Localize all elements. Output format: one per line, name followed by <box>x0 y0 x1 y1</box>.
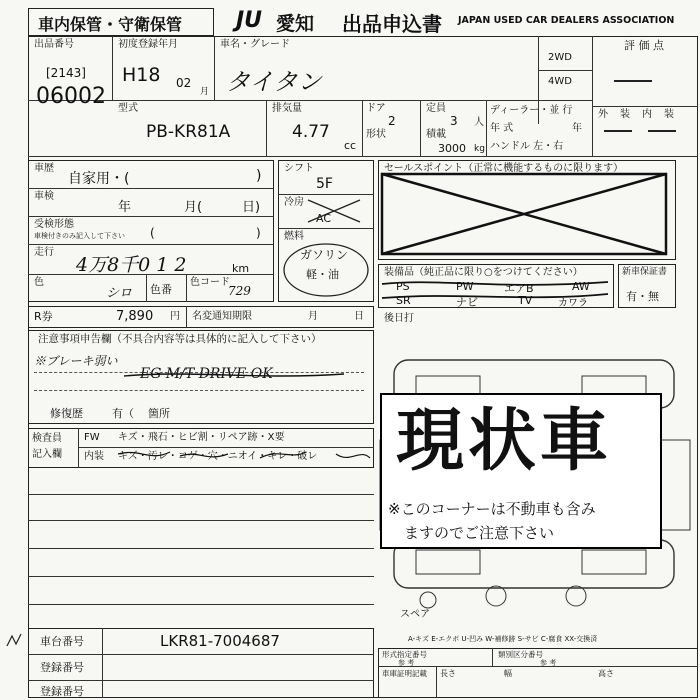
name-change-day: 日 <box>354 311 364 322</box>
inspector-label2: 記入欄 <box>32 449 62 460</box>
load-label: 積載 <box>426 129 446 140</box>
repair-suffix: 箇所 <box>148 407 170 420</box>
evaluation-label: 評 価 点 <box>624 39 664 52</box>
plate-label: 登録番号 <box>40 685 84 698</box>
equip-airbag: エアB <box>504 282 534 295</box>
interior-suffix: 装 <box>664 109 674 120</box>
stamp-note1: ※このコーナーは不動車も含み <box>388 500 596 518</box>
notice-line2: EG M/T DRIVE OK <box>140 366 273 382</box>
equip-other: カワラ <box>558 298 588 309</box>
shift-label: シフト <box>284 163 314 174</box>
cert-ref-2: 参 考 <box>540 659 557 667</box>
evaluation-score-mark <box>614 80 652 82</box>
exterior-score-mark <box>604 130 632 132</box>
equip-pw: PW <box>456 280 474 293</box>
chassis-value: LKR81-7004687 <box>160 632 280 650</box>
equip-aw: AW <box>572 280 590 293</box>
displacement-value: 4.77 <box>292 122 330 142</box>
dealer-year-label: 年 式 <box>490 123 514 134</box>
cooler-value: AC <box>316 212 332 225</box>
stamp-note2: ますのでご注意下さい <box>404 524 555 542</box>
equipment-strike <box>378 276 614 306</box>
fuel-circle <box>282 240 370 300</box>
inspector-row1: キズ・飛石・ヒビ割・リペア跡・X要 <box>118 432 285 443</box>
listing-sub-number: [2143] <box>46 66 86 80</box>
notice-line1: ※ブレーキ弱い <box>34 354 118 368</box>
repair-label: 修復歴 <box>50 407 83 420</box>
equip-sr: SR <box>396 294 411 307</box>
inspector-label: 検査員 <box>32 433 62 444</box>
inspection-day: 日) <box>242 200 261 215</box>
color-value: シロ <box>106 286 133 301</box>
spare-label: スペア <box>400 609 430 620</box>
color-number-label: 色番 <box>150 283 172 296</box>
inspector-row1-title: FW <box>84 432 100 443</box>
cert-length: 長さ <box>440 669 456 678</box>
displacement-unit: cc <box>344 139 357 152</box>
cert-ref-1: 参 考 <box>398 659 415 667</box>
mileage-value: 4万8千0 1 2 <box>76 254 187 276</box>
load-value: 3000 <box>438 142 466 155</box>
color-code: 729 <box>228 284 251 298</box>
equipment-label: 装備品（純正品に限り○をつけてください） <box>384 267 583 278</box>
exterior-label: 外 <box>598 109 608 120</box>
shift-value: 5F <box>316 176 333 192</box>
registration-month-unit: 月 <box>200 87 210 97</box>
fuel-label: 燃料 <box>284 231 304 242</box>
inspection-form-close: ) <box>256 226 261 240</box>
doors-label: ドア <box>366 103 386 114</box>
name-change-label: 名変通知期限 <box>192 311 252 322</box>
margin-mark <box>4 630 24 650</box>
drive-2wd: 2WD <box>548 52 572 63</box>
inspection-form-label: 受検形態 <box>34 219 74 230</box>
form-title: 出品申込書 <box>342 12 442 36</box>
history-label: 車歴 <box>34 163 54 174</box>
registration-year: H18 <box>122 64 161 86</box>
shape-label: 形状 <box>366 129 386 140</box>
fuel-value: ガソリン <box>300 248 349 262</box>
recycle-value: 7,890 <box>116 309 154 324</box>
name-change-month: 月 <box>308 311 318 322</box>
inspection-form-note: 車検付きのみ記入して下さい <box>34 232 125 240</box>
exterior-suffix: 装 <box>620 109 630 120</box>
corner-title: 車内保管・守衛保管 <box>38 15 183 34</box>
cert-form-label: 形式指定番号 <box>382 650 427 659</box>
cert-class-label: 類別区分番号 <box>498 650 543 659</box>
model-label: 型式 <box>118 103 138 114</box>
registration-label: 初度登録年月 <box>118 39 178 50</box>
history-close: ) <box>256 168 262 184</box>
sales-point-cross <box>378 172 676 258</box>
inspection-year: 年 <box>118 200 132 215</box>
history-value: 自家用・( <box>68 171 130 187</box>
dealer-year-unit: 年 <box>572 123 582 134</box>
car-name-value: タイタン <box>226 68 322 96</box>
inspector-row2-title: 内装 <box>84 451 104 462</box>
cert-width: 幅 <box>504 669 512 678</box>
warranty-value: 有・無 <box>626 290 659 303</box>
color-label: 色 <box>34 277 44 288</box>
inspection-form-open: ( <box>150 226 155 240</box>
sales-point-label: セールスポイント（正常に機能するものに限ります） <box>384 163 624 174</box>
registration-month: 02 <box>176 76 192 90</box>
notice-label: 注意事項申告欄（不具合内容等は具体的に記入して下さい） <box>38 333 322 345</box>
mileage-label: 走行 <box>34 247 54 258</box>
cert-height: 高さ <box>598 669 614 678</box>
recycle-unit: 円 <box>170 311 180 322</box>
capacity-unit: 人 <box>474 117 484 128</box>
load-unit: kg <box>474 144 485 154</box>
reg-number-label: 登録番号 <box>40 661 84 674</box>
inspection-label: 車検 <box>34 191 54 202</box>
equip-navi: ナビ <box>456 296 478 309</box>
english-title: JAPAN USED CAR DEALERS ASSOCIATION <box>458 15 675 26</box>
post-input-label: 後日打 <box>384 313 414 324</box>
chassis-label: 車台番号 <box>40 635 84 648</box>
warranty-label: 新車保証書 <box>622 267 668 277</box>
recycle-label: R券 <box>34 310 53 323</box>
listing-number: 06002 <box>36 84 106 109</box>
drive-4wd: 4WD <box>548 76 572 87</box>
equip-ps: PS <box>396 280 410 293</box>
capacity-label: 定員 <box>426 103 446 114</box>
cooler-cross-mark <box>304 196 364 226</box>
inspection-month: 月( <box>184 200 203 215</box>
cert-garage-label: 車庫証明記載 <box>382 669 427 678</box>
mileage-unit: km <box>232 262 250 275</box>
repair-value: 有（ <box>112 407 134 420</box>
cooler-label: 冷房 <box>284 197 304 208</box>
listing-label: 出品番号 <box>34 39 74 50</box>
diagram-legend: A-キズ E-エクボ U-凹み W-補修跡 S-サビ C-腐食 XX-交換済 <box>408 635 598 643</box>
displacement-label: 排気量 <box>272 103 302 114</box>
inspector-row2: キズ・汚レ・コゲ・穴・ニオイ・キレ・破レ <box>118 451 318 462</box>
inspector-marks <box>110 446 374 468</box>
ju-logo: JU <box>236 8 263 33</box>
notice-strike <box>120 366 350 386</box>
interior-label: 内 <box>642 109 652 120</box>
interior-score-mark <box>648 130 676 132</box>
stamp-big: 現状車 <box>396 402 613 481</box>
fuel-sub: 軽・油 <box>306 268 339 281</box>
capacity-value: 3 <box>450 114 458 128</box>
dealer-handle: ハンドル 左・右 <box>490 141 564 152</box>
org-name: 愛知 <box>276 13 315 35</box>
dealer-label: ディーラー・並 行 <box>490 105 573 116</box>
equip-tv: TV <box>518 294 533 307</box>
car-name-label: 車名・グレード <box>220 39 290 50</box>
doors-value: 2 <box>388 114 396 128</box>
color-code-label: 色コード <box>190 277 230 288</box>
model-value: PB-KR81A <box>146 122 231 142</box>
